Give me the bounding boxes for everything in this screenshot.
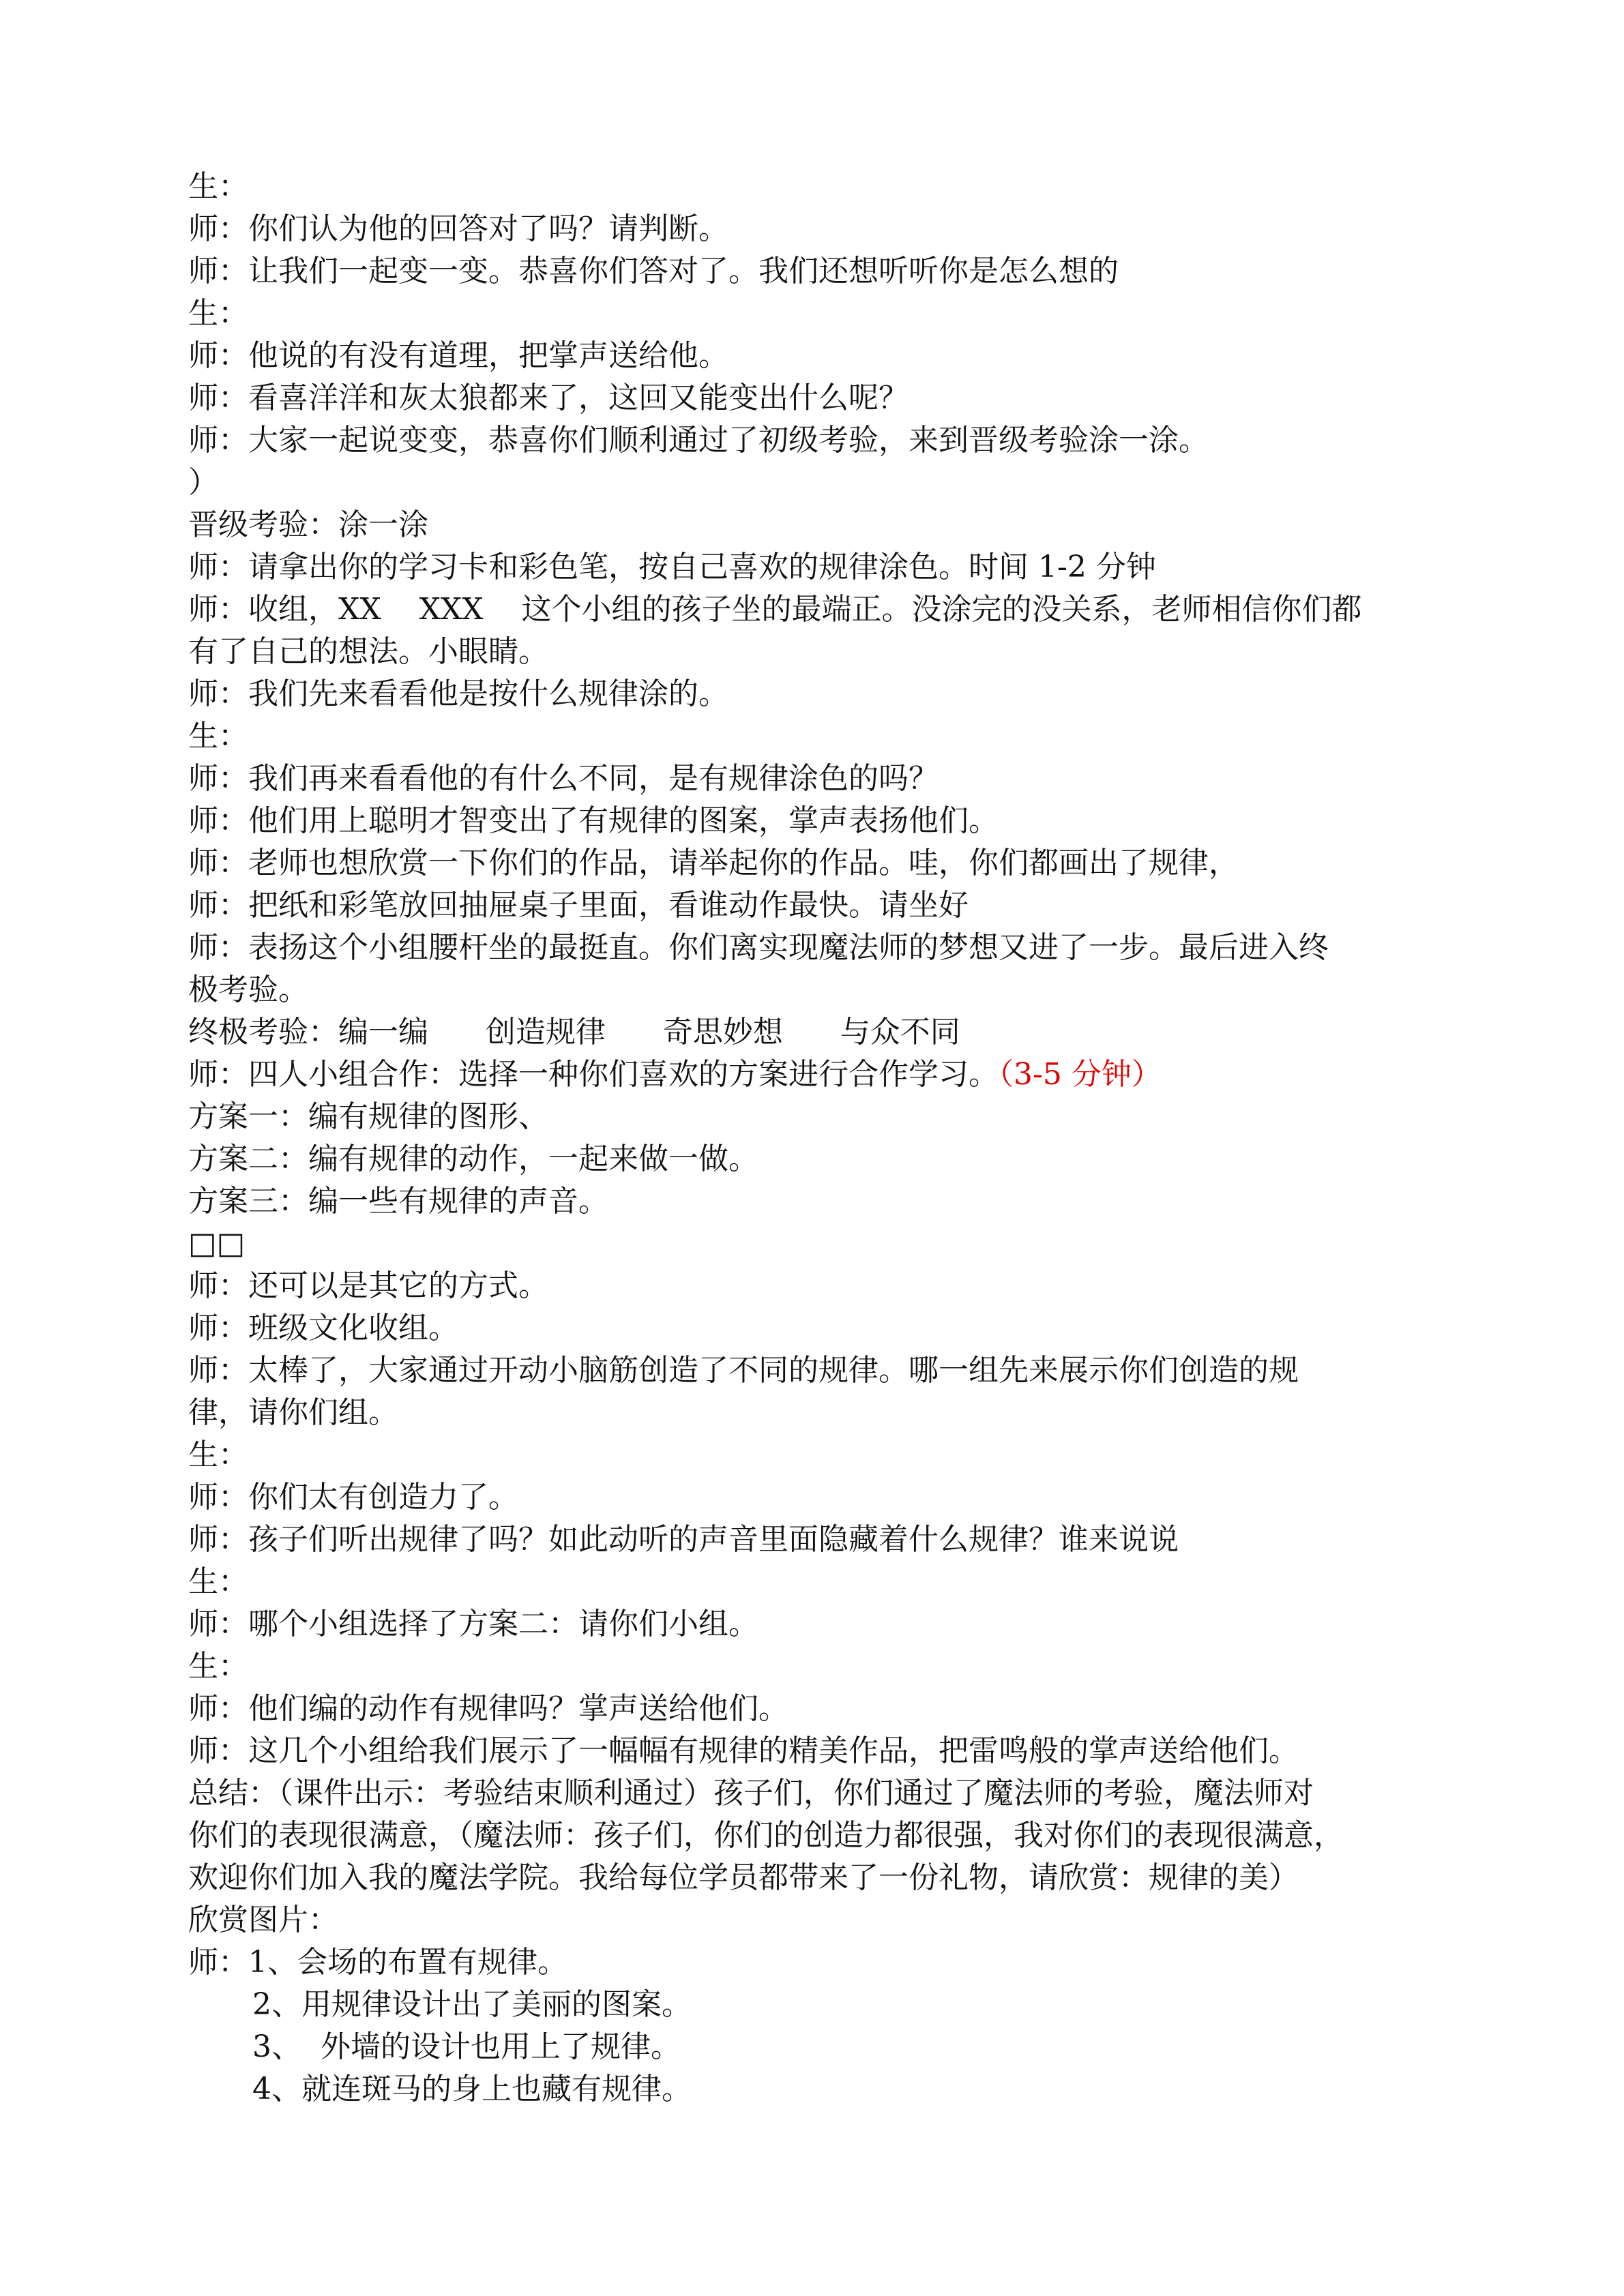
- text-line: 总结：（课件出示：考验结束顺利通过）孩子们，你们通过了魔法师的考验，魔法师对: [188, 1776, 1314, 1810]
- text-line: 欣赏图片：: [188, 1903, 338, 1937]
- text-line: 师：请拿出你的学习卡和彩色笔，按自己喜欢的规律涂色。时间 1-2 分钟: [188, 550, 1156, 584]
- text-line: 师：他说的有没有道理，把掌声送给他。: [188, 338, 728, 373]
- text-line: 师：把纸和彩笔放回抽屉桌子里面，看谁动作最快。请坐好: [188, 888, 969, 923]
- text-line: 方案一：编有规律的图形、: [188, 1099, 548, 1134]
- section-heading: 晋级考验：涂一涂: [188, 507, 428, 542]
- text-line: 师：还可以是其它的方式。: [188, 1268, 548, 1303]
- text-line: 有了自己的想法。小眼睛。: [188, 634, 548, 669]
- text-line: 生：: [188, 296, 248, 331]
- text-line: 师：这几个小组给我们展示了一幅幅有规律的精美作品，把雷鸣般的掌声送给他们。: [188, 1733, 1299, 1768]
- text-line: 师：你们认为他的回答对了吗？请判断。: [188, 211, 728, 246]
- indented-list-item: 4、就连斑马的身上也藏有规律。: [252, 2072, 692, 2106]
- indented-list-item: 3、 外墙的设计也用上了规律。: [252, 2029, 681, 2064]
- indented-list-item: 2、用规律设计出了美丽的图案。: [252, 1987, 692, 2022]
- text-line: 师：哪个小组选择了方案二：请你们小组。: [188, 1607, 758, 1641]
- text-line: 师：太棒了，大家通过开动小脑筋创造了不同的规律。哪一组先来展示你们创造的规: [188, 1353, 1299, 1388]
- text-line: 师：你们太有创造力了。: [188, 1480, 518, 1515]
- section-heading: 终极考验：编一编 创造规律 奇思妙想 与众不同: [188, 1015, 960, 1049]
- text-line: 生：: [188, 1437, 248, 1472]
- text-line-with-time: [188, 1054, 1464, 1096]
- text-line: ）: [188, 465, 218, 500]
- text-line: 生：: [188, 169, 248, 204]
- text-line: 师：老师也想欣赏一下你们的作品，请举起你的作品。哇，你们都画出了规律，: [188, 846, 1239, 880]
- text-line: 师：收组，XX XXX 这个小组的孩子坐的最端正。没涂完的没关系，老师相信你们都: [188, 592, 1362, 627]
- text-line: 师：我们再来看看他的有什么不同，是有规律涂色的吗？: [188, 761, 939, 796]
- text-line: 生：: [188, 1564, 248, 1599]
- text-line: 方案二：编有规律的动作，一起来做一做。: [188, 1142, 758, 1176]
- text-line: 欢迎你们加入我的魔法学院。我给每位学员都带来了一份礼物，请欣赏：规律的美）: [188, 1860, 1299, 1895]
- text-line: 师：他们用上聪明才智变出了有规律的图案，掌声表扬他们。: [188, 803, 999, 838]
- text-line: 律，请你们组。: [188, 1395, 398, 1430]
- text-line: 你们的表现很满意，（魔法师：孩子们，你们的创造力都很强，我对你们的表现很满意，: [188, 1818, 1344, 1853]
- time-highlight: （3-5 分钟）: [999, 1057, 1162, 1092]
- text-line: 师：让我们一起变一变。恭喜你们答对了。我们还想听听你是怎么想的: [188, 254, 1119, 288]
- text-line: 师：他们编的动作有规律吗？掌声送给他们。: [188, 1691, 788, 1726]
- text-line: 师：看喜洋洋和灰太狼都来了，这回又能变出什么呢？: [188, 381, 909, 415]
- text-line: 师：大家一起说变变，恭喜你们顺利通过了初级考验，来到晋级考验涂一涂。: [188, 423, 1209, 458]
- text-line-prefix: 师：四人小组合作：选择一种你们喜欢的方案进行合作学习。: [188, 1057, 999, 1092]
- document-page: [188, 166, 1464, 2111]
- text-line: 师：我们先来看看他是按什么规律涂的。: [188, 676, 728, 711]
- text-line: 生：: [188, 719, 248, 754]
- text-line: 师：表扬这个小组腰杆坐的最挺直。你们离实现魔法师的梦想又进了一步。最后进入终: [188, 930, 1329, 965]
- text-line: 极考验。: [188, 972, 308, 1007]
- text-line: 方案三：编一些有规律的声音。: [188, 1184, 608, 1219]
- text-line: 师：班级文化收组。: [188, 1311, 458, 1345]
- placeholder-boxes: □□: [188, 1226, 246, 1261]
- text-line: 生：: [188, 1649, 248, 1684]
- text-line: 师：孩子们听出规律了吗？如此动听的声音里面隐藏着什么规律？谁来说说: [188, 1522, 1179, 1557]
- text-line: 师：1、会场的布置有规律。: [188, 1945, 567, 1980]
